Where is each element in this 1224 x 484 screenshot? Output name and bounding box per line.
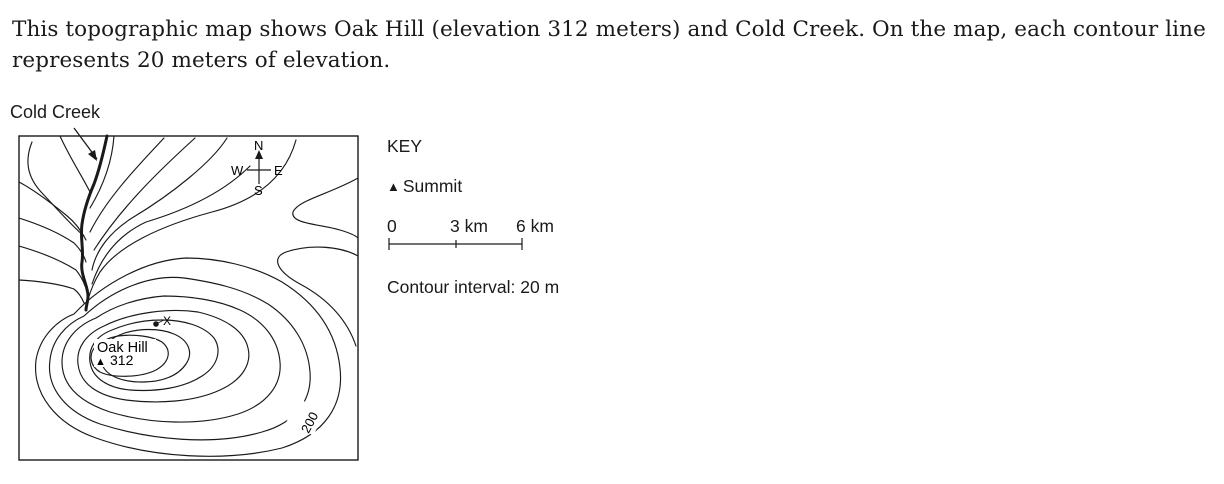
contour-line <box>28 142 84 236</box>
key-title: KEY <box>387 136 423 156</box>
summit-symbol: ▲ <box>95 356 106 368</box>
compass-s: S <box>254 183 263 198</box>
summit-elevation: 312 <box>110 352 134 368</box>
contour-interval: Contour interval: 20 m <box>387 277 560 297</box>
contour-line <box>88 140 296 300</box>
contour-line <box>36 258 341 456</box>
scale-label-3km: 3 km <box>450 216 488 236</box>
key-summit-row <box>387 176 462 197</box>
contour-line <box>278 247 358 346</box>
compass-n: N <box>254 138 264 153</box>
contour-line <box>90 136 114 208</box>
scale-bar <box>389 238 522 250</box>
contour-line <box>293 178 358 238</box>
creek-arrow-head <box>88 150 97 161</box>
contour-line <box>92 138 227 270</box>
contour-line <box>94 138 195 250</box>
point-x-label: X <box>163 314 172 328</box>
contour-line <box>19 246 85 286</box>
creek-label: Cold Creek <box>10 102 101 122</box>
key-summit-label: Summit <box>402 176 463 196</box>
oak-hill-label: Oak Hill <box>97 340 148 356</box>
contour-line <box>90 138 164 232</box>
contour-line <box>19 280 84 303</box>
compass-rose <box>247 150 271 184</box>
intro-text: This topographic map shows Oak Hill (elevation 312 meters) and Cold Creek. On the map, each contour line represents 20 meters of elevation. <box>12 17 1206 73</box>
key-summit-symbol: ▲ <box>387 179 400 194</box>
scale-label-6km: 6 km <box>516 216 554 236</box>
contour-label-200: 200 <box>297 409 322 436</box>
compass-w: W <box>231 163 244 178</box>
compass-e: E <box>274 163 283 178</box>
scale-label-0: 0 <box>387 216 397 236</box>
